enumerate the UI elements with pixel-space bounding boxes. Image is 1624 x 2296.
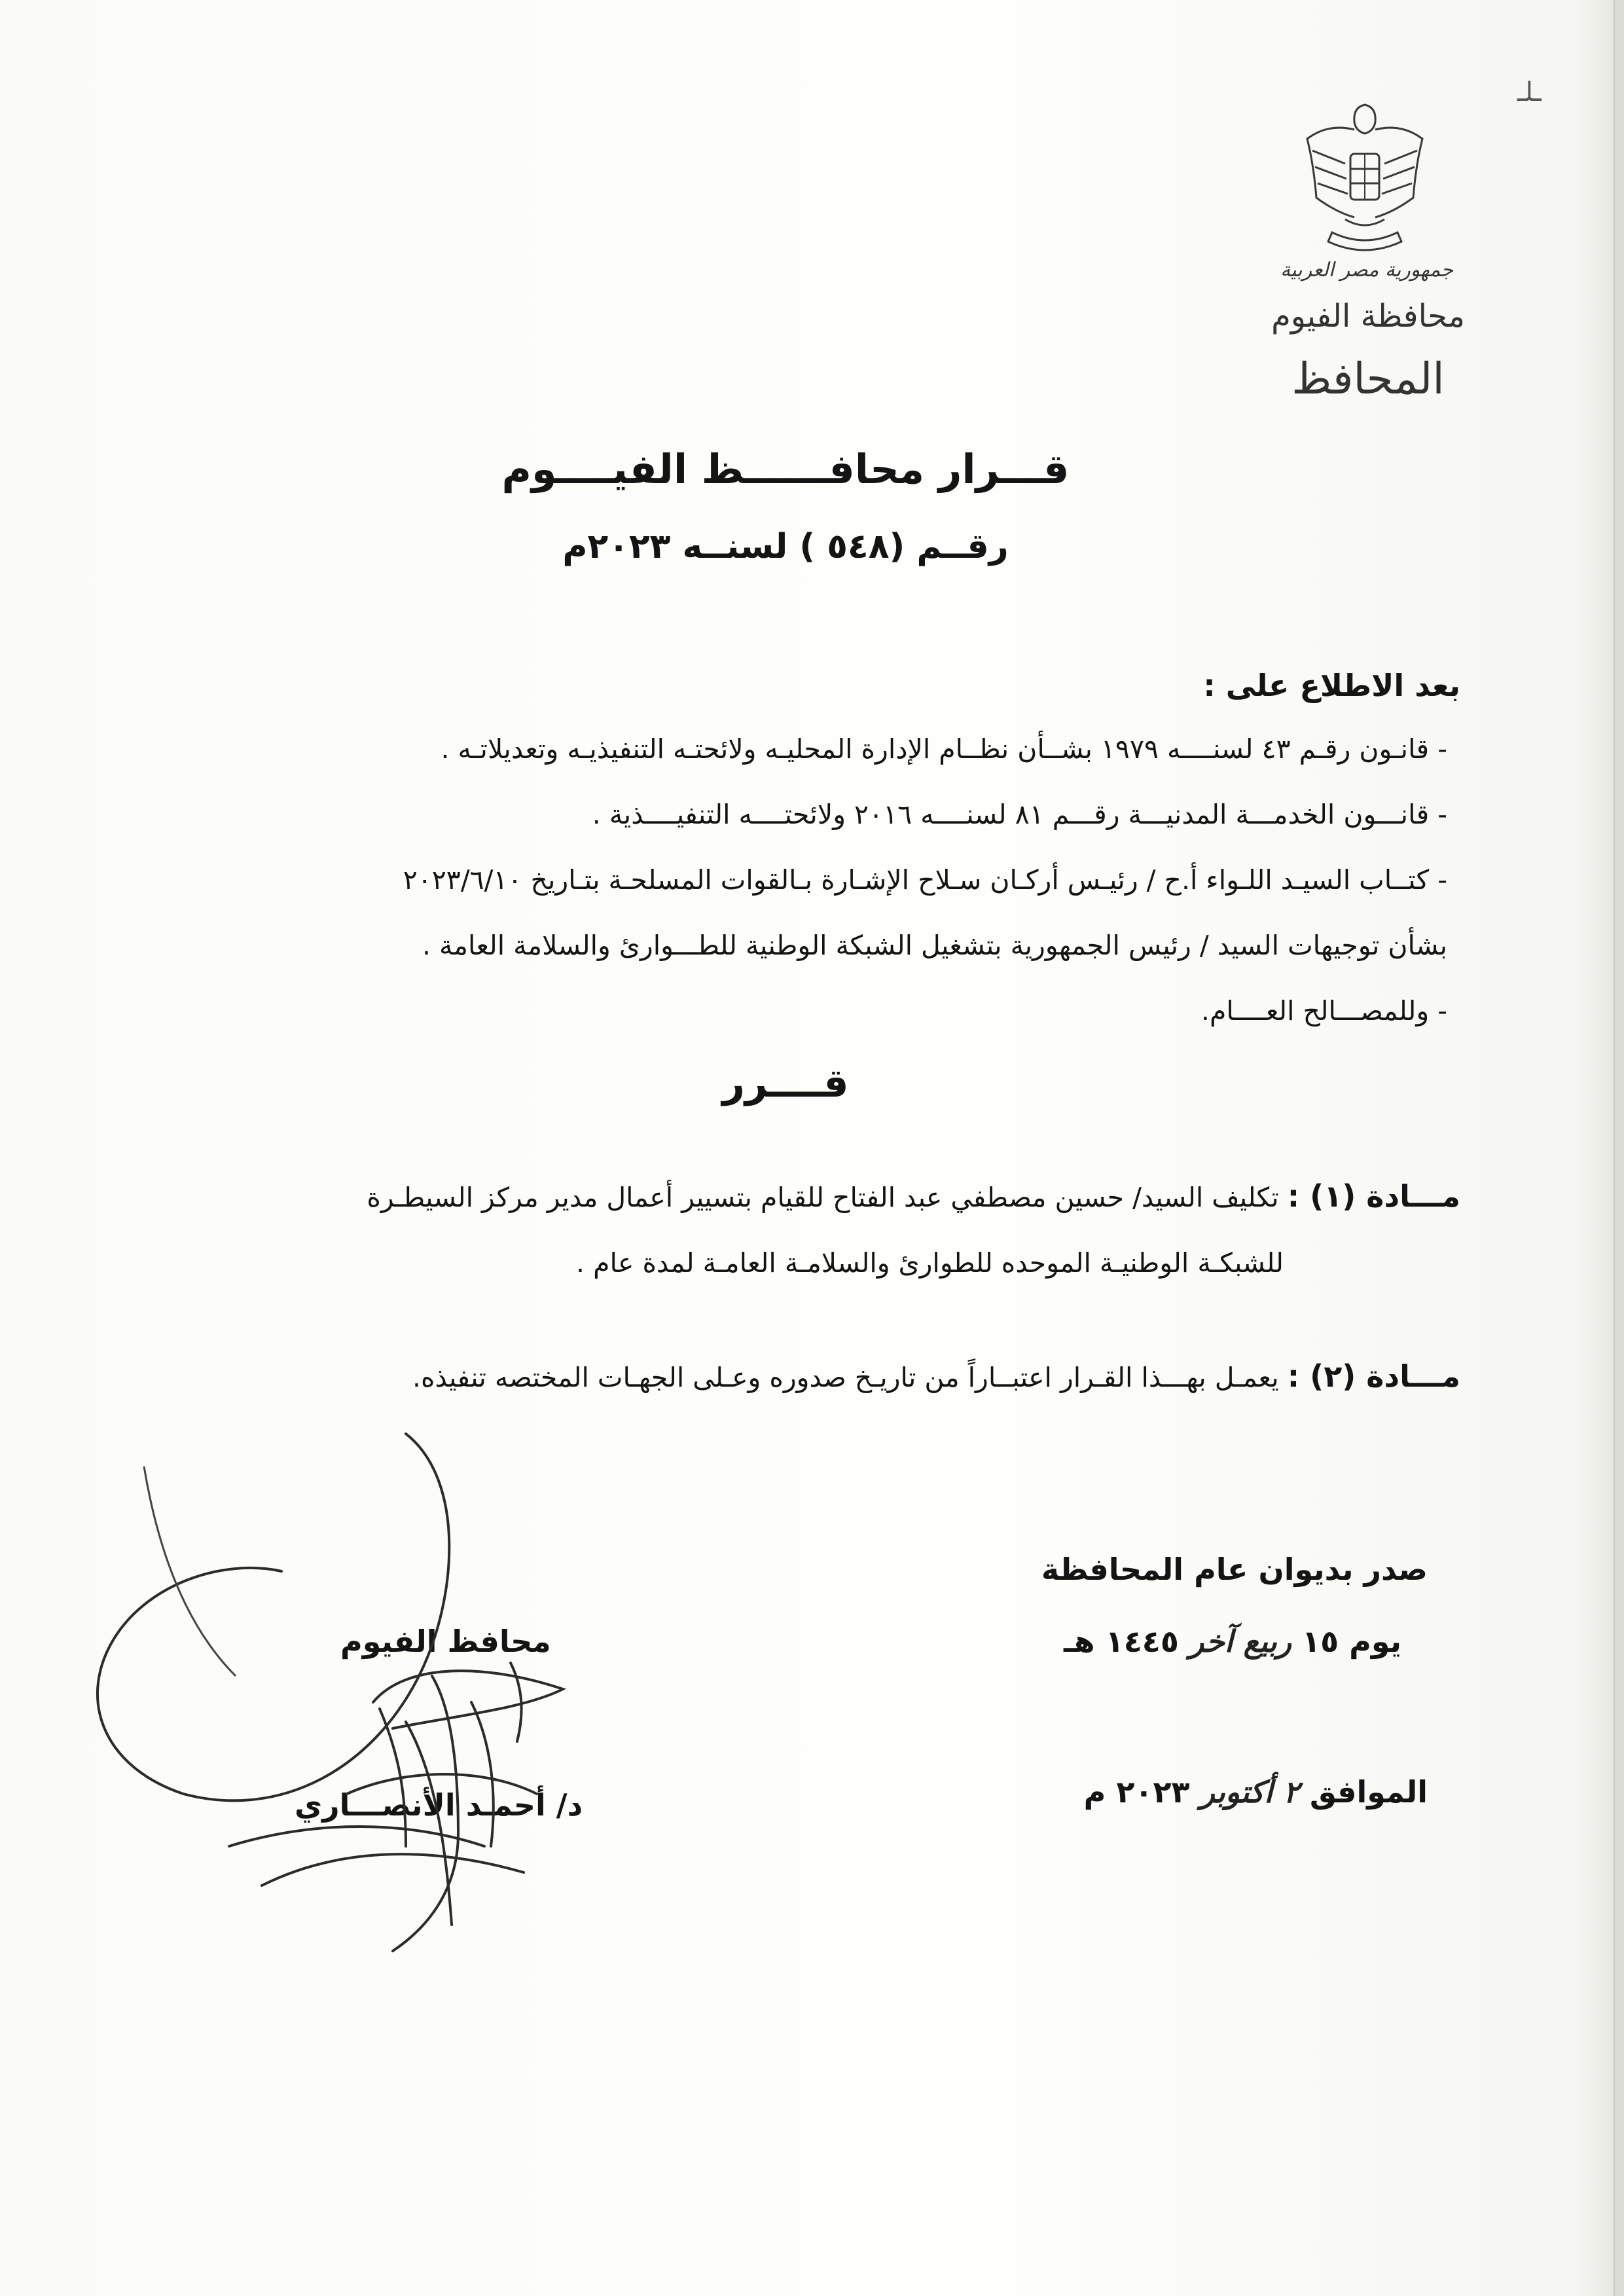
preamble-item: - قانـــون الخدمـــة المدنيـــة رقـــم ٨١ لسنــــه ٢٠١٦ ولائحتــــه التنفيــــذية .: [592, 799, 1447, 830]
gregorian-year: ٢٠٢٣ م: [1083, 1774, 1190, 1810]
hijri-prefix: يوم ١٥: [1302, 1624, 1401, 1659]
letterhead-governorate: محافظة الفيوم: [1271, 298, 1465, 335]
governor-title: محافظ الفيوم: [340, 1624, 551, 1659]
article-2-label: مـــادة (٢) :: [1287, 1358, 1460, 1394]
preamble-item: بشأن توجيهات السيد / رئيس الجمهورية بتشغيل الشبكة الوطنية للطـــوارئ والسلامة العامة .: [422, 930, 1447, 961]
gregorian-day-month-handwritten: ٢ أكتوبر: [1200, 1774, 1299, 1810]
article-1-text: تكليف السيد/ حسين مصطفي عبد الفتاح للقيام بتسيير أعمال مدير مركز السيطـرة: [367, 1182, 1279, 1213]
eagle-emblem-icon: [1299, 92, 1430, 252]
hijri-date: [1064, 1624, 1401, 1659]
article-1-line-1: [367, 1178, 1460, 1214]
article-1-line-2: للشبكـة الوطنيـة الموحده للطوارئ والسلامـة العامـة لمدة عام .: [576, 1247, 1284, 1279]
preamble-heading: بعد الاطلاع على :: [1203, 668, 1460, 703]
preamble-item: - وللمصـــالح العــــام.: [1200, 995, 1447, 1027]
gregorian-date: [1084, 1774, 1428, 1810]
hijri-year: ١٤٤٥ هـ: [1064, 1624, 1179, 1659]
article-2-line-1: [412, 1358, 1460, 1394]
governor-name: د/ أحمـد الأنصـــاري: [295, 1787, 583, 1823]
letterhead-office: المحافظ: [1291, 354, 1445, 404]
decree-title: قـــرار محافــــــظ الفيــــوم: [501, 445, 1070, 493]
article-2-text: يعمـل بهـــذا القـرار اعتبــاراً من تاريـخ صدوره وعـلى الجهـات المختصه تنفيذه.: [412, 1362, 1279, 1393]
decision-heading: قــــرر: [722, 1061, 849, 1106]
corner-mark: ـلـ: [1517, 77, 1542, 107]
decree-number: رقــم (٥٤٨ ) لسنــه ٢٠٢٣م: [562, 527, 1009, 566]
preamble-item: - كتــاب السيـد اللـواء أ.ح / رئيـس أركـان سـلاح الإشـارة بـالقوات المسلحـة بتـاريخ ٢٠٢٣/٦/١٠: [403, 864, 1447, 896]
page-edge: [1614, 0, 1624, 2296]
preamble-item: - قانـون رقـم ٤٣ لسنــــه ١٩٧٩ بشــأن نظــام الإدارة المحليـه ولائحتـه التنفيذيـه وتعديلاتـه .: [441, 733, 1447, 765]
gregorian-prefix: الموافق: [1309, 1774, 1428, 1810]
letterhead-country: جمهورية مصر العربية: [1280, 259, 1453, 282]
handwritten-signature-icon: [65, 1427, 602, 1964]
hijri-month-handwritten: ربيع آخر: [1189, 1624, 1291, 1659]
article-1-label: مـــادة (١) :: [1287, 1178, 1460, 1214]
issued-heading: صدر بديوان عام المحافظة: [1041, 1552, 1428, 1587]
